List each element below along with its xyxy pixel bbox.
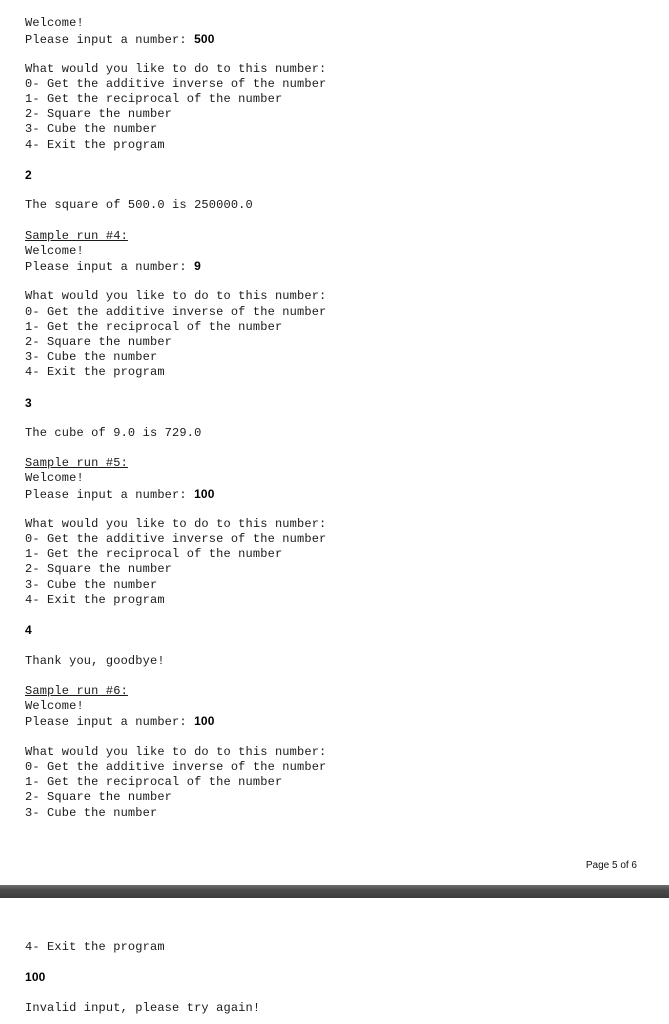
menu-title: What would you like to do to this number:	[25, 62, 327, 76]
user-input-number: 100	[194, 714, 215, 728]
menu-title: What would you like to do to this number:	[25, 289, 327, 303]
menu-option-1: 1- Get the reciprocal of the number	[25, 92, 283, 106]
prompt-text: Please input a number:	[25, 488, 195, 502]
menu-option-3: 3- Cube the number	[25, 578, 158, 592]
menu-option-0: 0- Get the additive inverse of the number	[25, 305, 327, 319]
user-input-number: 500	[194, 32, 215, 46]
menu-option-1: 1- Get the reciprocal of the number	[25, 320, 283, 334]
menu-option-2: 2- Square the number	[25, 335, 173, 349]
prompt-line	[25, 487, 215, 503]
user-choice: 4	[25, 623, 32, 637]
user-choice: 3	[25, 396, 32, 410]
user-input-number: 9	[194, 259, 201, 273]
menu-option-2: 2- Square the number	[25, 562, 173, 576]
menu-option-4: 4- Exit the program	[25, 138, 165, 152]
sample-run-header: Sample run #5:	[25, 456, 128, 470]
menu-option-4: 4- Exit the program	[25, 940, 165, 954]
document-page-6	[0, 898, 669, 1024]
page-break-divider	[0, 885, 669, 898]
prompt-line	[25, 32, 215, 48]
menu-title: What would you like to do to this number:	[25, 745, 327, 759]
menu-option-0: 0- Get the additive inverse of the number	[25, 532, 327, 546]
welcome-line: Welcome!	[25, 16, 84, 30]
user-choice: 100	[25, 970, 46, 984]
menu-option-4: 4- Exit the program	[25, 365, 165, 379]
result-line: Thank you, goodbye!	[25, 654, 165, 668]
menu-option-0: 0- Get the additive inverse of the number	[25, 77, 327, 91]
prompt-text: Please input a number:	[25, 33, 195, 47]
menu-option-0: 0- Get the additive inverse of the number	[25, 760, 327, 774]
menu-option-4: 4- Exit the program	[25, 593, 165, 607]
result-line: The cube of 9.0 is 729.0	[25, 426, 202, 440]
menu-option-3: 3- Cube the number	[25, 806, 158, 820]
menu-option-2: 2- Square the number	[25, 107, 173, 121]
menu-option-1: 1- Get the reciprocal of the number	[25, 547, 283, 561]
prompt-line	[25, 714, 215, 730]
menu-option-2: 2- Square the number	[25, 790, 173, 804]
menu-option-3: 3- Cube the number	[25, 350, 158, 364]
welcome-line: Welcome!	[25, 244, 84, 258]
user-choice: 2	[25, 168, 32, 182]
menu-option-1: 1- Get the reciprocal of the number	[25, 775, 283, 789]
welcome-line: Welcome!	[25, 471, 84, 485]
prompt-line	[25, 259, 201, 275]
prompt-text: Please input a number:	[25, 260, 195, 274]
menu-option-3: 3- Cube the number	[25, 122, 158, 136]
sample-run-header: Sample run #4:	[25, 229, 128, 243]
user-input-number: 100	[194, 487, 215, 501]
welcome-line: Welcome!	[25, 699, 84, 713]
sample-run-header: Sample run #6:	[25, 684, 128, 698]
menu-title: What would you like to do to this number:	[25, 517, 327, 531]
prompt-text: Please input a number:	[25, 715, 195, 729]
result-line: Invalid input, please try again!	[25, 1001, 261, 1015]
page-number-footer: Page 5 of 6	[585, 860, 637, 871]
result-line: The square of 500.0 is 250000.0	[25, 198, 253, 212]
